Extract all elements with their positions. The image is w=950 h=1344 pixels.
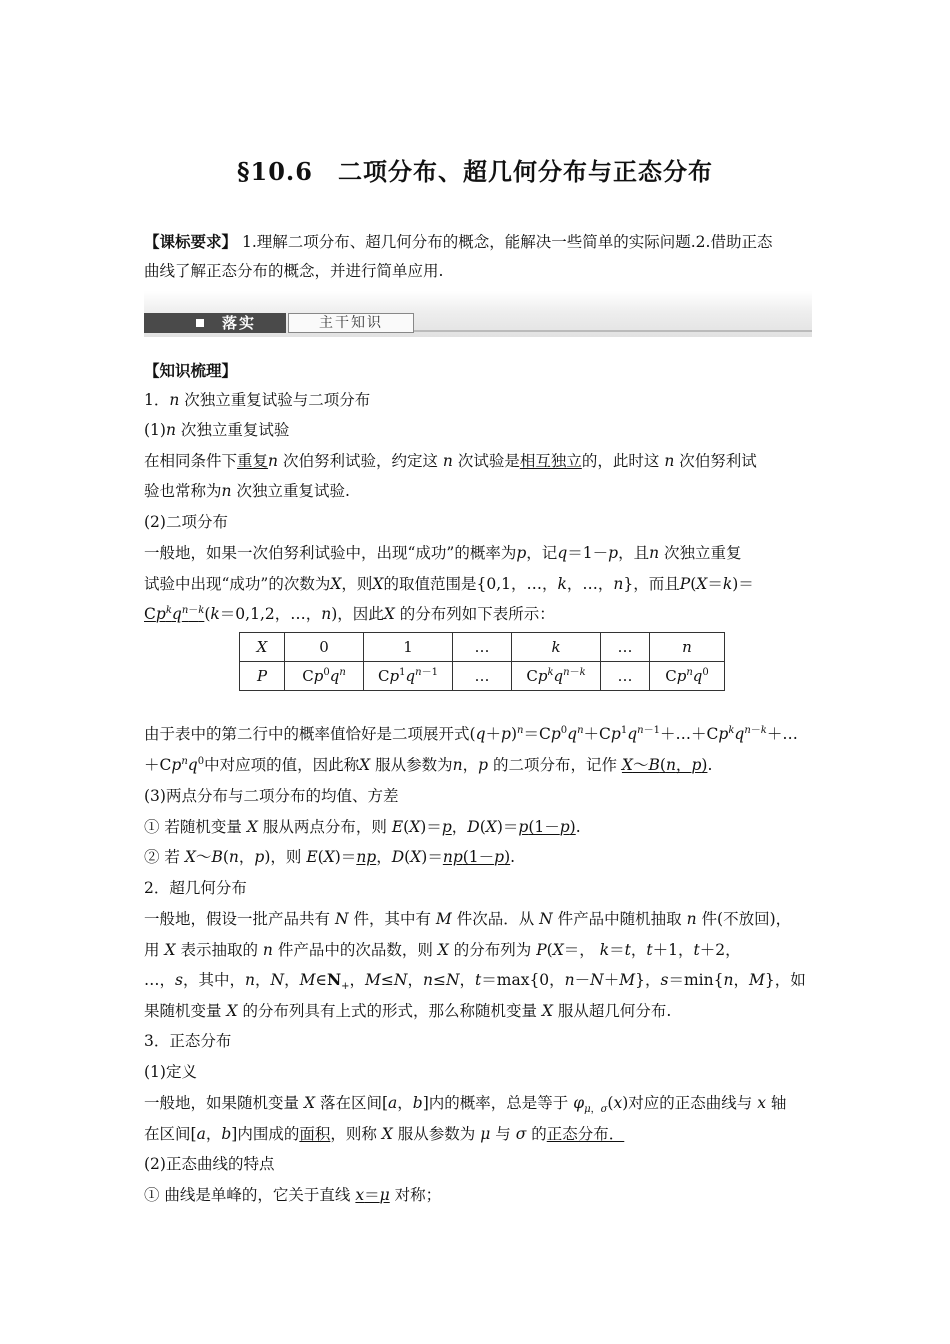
- hypergeo-line-2: 用 X 表示抽取的 n 件产品中的次品数，则 X 的分布列为 P(X＝， k＝t，t＋1，t＋2，: [144, 941, 741, 959]
- subheading-1-3: (3)两点分布与二项分布的均值、方差: [144, 787, 399, 805]
- requirement-line-2: 曲线了解正态分布的概念，并进行简单应用.: [144, 262, 444, 280]
- section-label: 【知识梳理】: [144, 361, 238, 380]
- hypergeo-line-4: 果随机变量 X 的分布列具有上式的形式，那么称随机变量 X 服从超几何分布.: [144, 1002, 672, 1020]
- hypergeo-line-3: …，s，其中，n，N，$M\in N_+$，M≤N，n≤N，t＝max{0，n－N＋M}，s＝min{n，M}，如: [144, 970, 806, 993]
- subheading-3-1: (1)定义: [144, 1063, 197, 1081]
- page-title: §10.6 二项分布、超几何分布与正态分布: [236, 157, 713, 186]
- subheading-1-2: (2)二项分布: [144, 513, 228, 531]
- requirement-label: 【课标要求】: [144, 232, 238, 251]
- normal-def-line-1: 一般地，如果随机变量 X 落在区间[a，b]内的概率，总是等于 $\varphi_{\mu,\sigma}(x)$对应的正态曲线与 x 轴: [144, 1094, 787, 1116]
- heading-3: 3．正态分布: [144, 1032, 232, 1050]
- mean-var-line-1: ① 若随机变量 X 服从两点分布，则 E(X)＝p，D(X)＝p(1－p).: [144, 818, 581, 836]
- heading-2: 2．超几何分布: [144, 879, 247, 897]
- section-banner: [144, 291, 812, 337]
- subheading-1-1: (1)n 次独立重复试验: [144, 421, 290, 439]
- distribution-table: [239, 632, 725, 691]
- normal-feature-line-1: ① 曲线是单峰的，它关于直线 x＝μ 对称；: [144, 1186, 442, 1204]
- banner-light-tab: 主干知识: [288, 313, 414, 333]
- banner-divider: [414, 330, 812, 332]
- paragraph-1-2: 验也常称为n 次独立重复试验.: [144, 482, 350, 500]
- normal-def-line-2: 在区间[a，b]内围成的面积，则称 X 服从参数为 μ 与 σ 的正态分布．: [144, 1125, 625, 1143]
- binomial-line-1: 一般地，如果一次伯努利试验中，出现“成功”的概率为p，记q＝1－p，且n 次独立重复: [144, 544, 742, 562]
- subheading-3-2: (2)正态曲线的特点: [144, 1155, 275, 1173]
- square-bullet-icon: [196, 319, 204, 327]
- paragraph-1-1: 在相同条件下重复n 次伯努利试验，约定这 n 次试验是相互独立的，此时这 n 次伯努利试: [144, 452, 757, 470]
- requirement-line-1: 【课标要求】 1.理解二项分布、超几何分布的概念，能解决一些简单的实际问题.2.借助正态: [144, 232, 773, 251]
- table-row: P $Cp^0q^n$ $Cp^1q^{n-1}$ … $Cp^kq^{n-k}$ … $Cp^nq^0$: [240, 662, 725, 691]
- expansion-line-1: 由于表中的第二行中的概率值恰好是二项展开式$(q+p)^n=Cp^0q^n+Cp^1q^{n-1}+\dots+Cp^kq^{n-k}+\dots$: [144, 725, 798, 743]
- expansion-line-2: $+Cp^nq^0$中对应项的值，因此称X 服从参数为n，p 的二项分布，记作 X～B(n，p).: [144, 756, 713, 774]
- table-row: X 0 1 … k … n: [240, 633, 725, 662]
- mean-var-line-2: ② 若 X～B(n，p)，则 E(X)＝np，D(X)＝np(1－p).: [144, 848, 516, 866]
- banner-dark-tab: 落实: [144, 313, 286, 333]
- heading-1: 1．n 次独立重复试验与二项分布: [144, 391, 371, 409]
- binomial-line-2: 试验中出现“成功”的次数为X，则X的取值范围是{0,1，…，k，…，n}，而且P(X＝k)＝: [144, 575, 754, 593]
- binomial-line-3: $Cp^kq^{n-k}(k=0,1,2$，…，n)，因此X 的分布列如下表所示：: [144, 605, 555, 623]
- hypergeo-line-1: 一般地，假设一批产品共有 N 件，其中有 M 件次品．从 N 件产品中随机抽取 n 件(不放回)，: [144, 910, 792, 928]
